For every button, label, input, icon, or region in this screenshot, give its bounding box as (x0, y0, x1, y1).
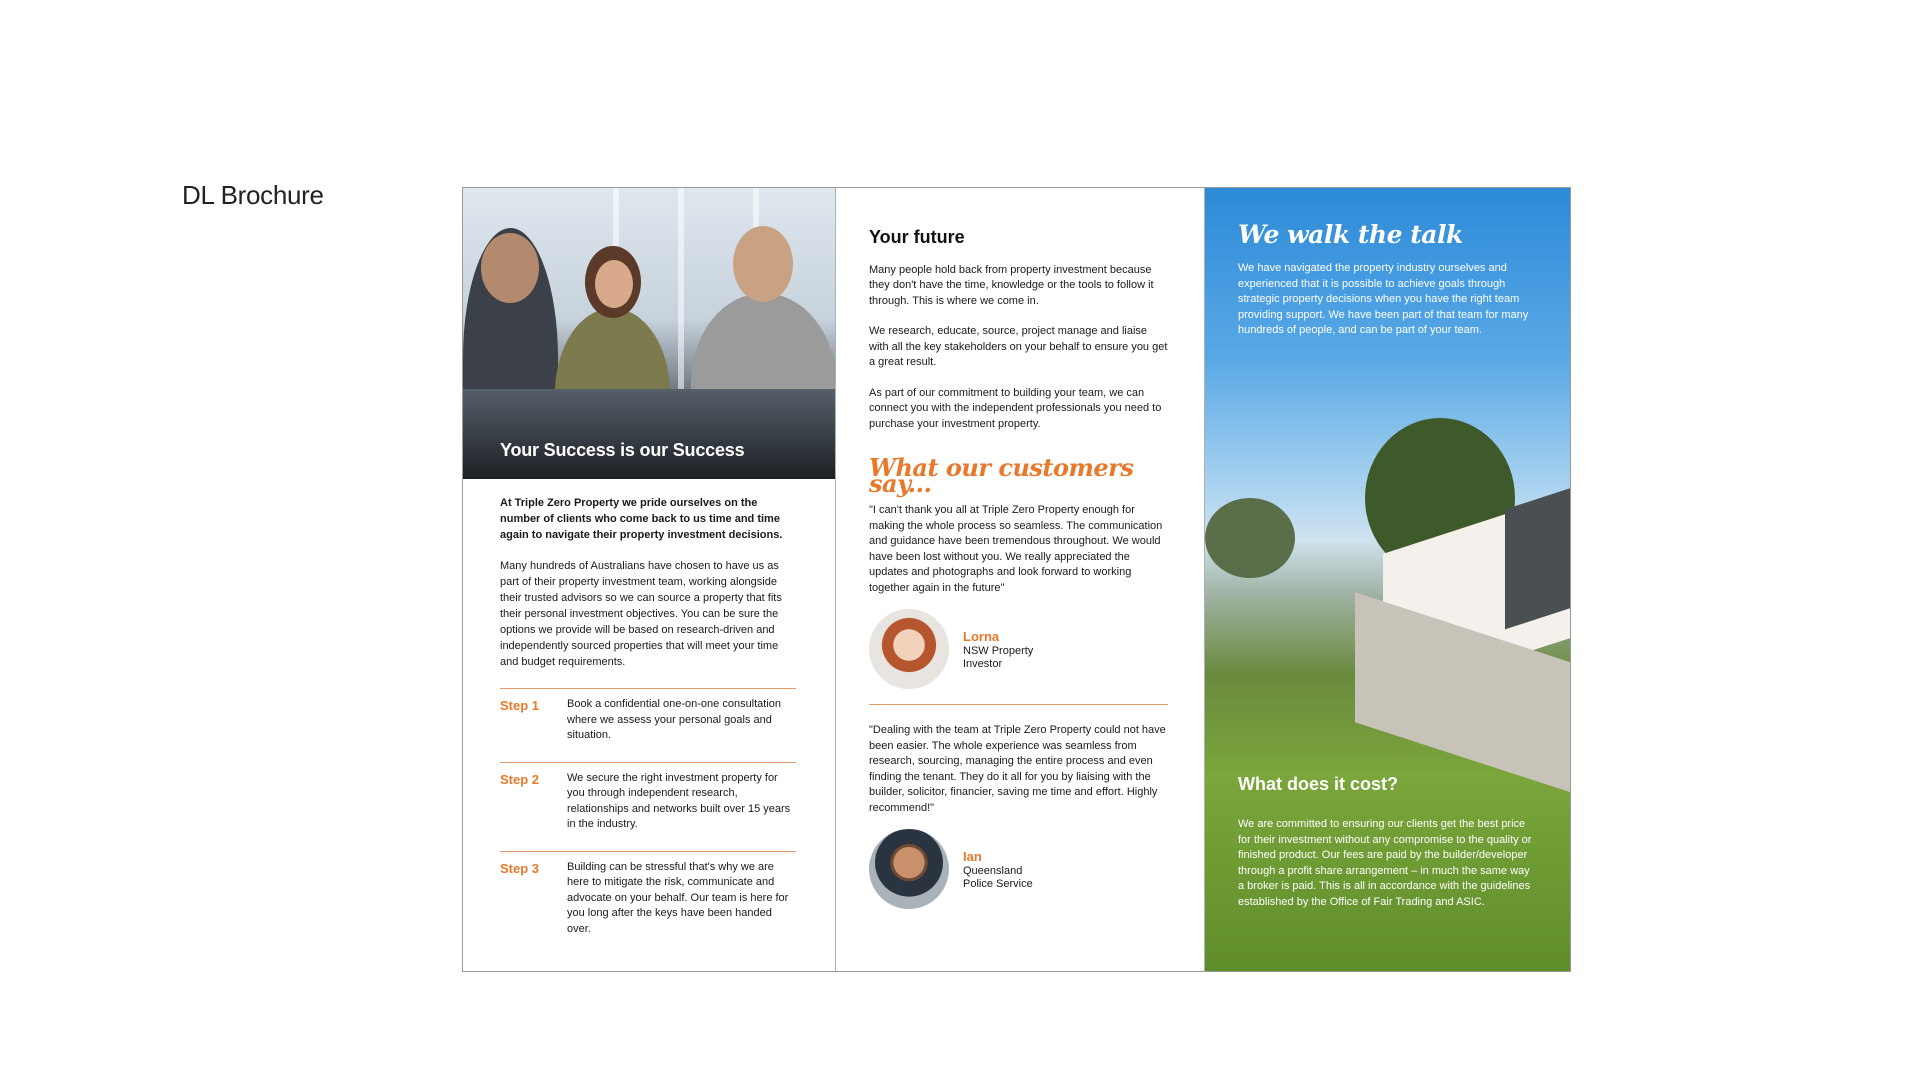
step-text: Building can be stressful that's why we are here to mitigate the risk, communicate and advocate on your behalf. Our team is here for you long after the keys have been handed over. (567, 860, 789, 935)
testimonial-quote: "Dealing with the team at Triple Zero Property could not have been easier. The whole experience was seamless from research, sourcing, managing the entire process and even finding the tenant. They do it all for you by liaising with the builder, solicitor, financier, saving me time and effort. Highly recommend!" (869, 724, 1166, 814)
testimonial-quote: "I can't thank you all at Triple Zero Property enough for making the whole process so seamless. The communication and guidance have been tremendous throughout. We would have been lost without you. We really appreciated the updates and photographs and look forward to working together again in the future" (869, 504, 1163, 594)
walk-the-talk-title: We walk the talk (1238, 220, 1463, 249)
author-role: Investor (963, 657, 1003, 670)
step-label: Step 1 (500, 698, 540, 713)
future-paragraph: Many people hold back from property investment because they don't have the time, knowledge or the tools to follow it through. This is where we come in. (869, 263, 1154, 307)
step-label: Step 3 (500, 860, 540, 876)
glass-table (463, 389, 835, 479)
author-name: Lorna (963, 628, 1000, 644)
step-text: We secure the right investment property for you through independent research, relationships and networks built over 15 years in the industry. (567, 771, 791, 830)
author-role: Queensland (963, 864, 1023, 877)
meeting-photo (463, 188, 835, 479)
cost-title: What does it cost? (1238, 774, 1399, 794)
author-name: Ian (963, 848, 982, 864)
man-head (733, 226, 793, 302)
brochure-panel-middle (836, 188, 1205, 971)
cost-paragraph: We are committed to ensuring our clients get the best price for their investment without any compromise to the quality or finished product. Our fees are paid by the builder/developer through a profit share arrangement – in much the same way a broker is paid. This is all in accordance with the guidelines established by the Office of Fair Trading and ASIC. (1238, 818, 1532, 908)
brochure-panel-right (1205, 188, 1570, 971)
avatar (869, 609, 949, 689)
step-3 (500, 851, 796, 956)
window-frame (678, 188, 684, 389)
avatar (869, 829, 949, 909)
house-window (1505, 487, 1570, 630)
divider (869, 704, 1168, 705)
left-body (463, 479, 835, 955)
woman-face (595, 260, 633, 308)
step-label: Step 2 (500, 771, 540, 787)
walk-the-talk-paragraph: We have navigated the property industry ourselves and experienced that it is possible to achieve goals through strategic property decisions when you have the right team providing support. We have been part of that team for many hundreds of people, and can be part of your team. (1238, 262, 1529, 336)
your-future-title: Your future (869, 227, 965, 247)
step-2 (500, 762, 796, 851)
intro-lead: At Triple Zero Property we pride ourselves on the number of clients who come back to us time and time again to navigate their property investment decisions. (500, 497, 783, 541)
future-paragraph: As part of our commitment to building your team, we can connect you with the independent professionals you need to purchase your investment property. (869, 386, 1162, 430)
step-text: Book a confidential one-on-one consultation where we assess your personal goals and situation. (567, 698, 782, 741)
page-label: DL Brochure (182, 180, 324, 210)
author-role: Police Service (963, 877, 1033, 890)
testimonials-title: What our customers say... (869, 453, 1134, 498)
cost-section (1238, 774, 1534, 910)
man-back-head (481, 233, 539, 303)
intro-paragraph: Many hundreds of Australians have chosen to have us as part of their property investment team, working alongside their trusted advisors so we can source a property that fits their personal investment objectives. You can be sure the options we provide will be based on research-driven and independently sourced properties that will meet your time and budget requirements. (500, 560, 782, 668)
testimonial-author (869, 609, 1168, 704)
testimonial-author (869, 829, 1168, 924)
brochure-panel-left (463, 188, 836, 971)
future-paragraph: We research, educate, source, project manage and liaise with all the key stakeholders on your behalf to ensure you get a great result. (869, 325, 1168, 368)
hero-title: Your Success is our Success (500, 440, 745, 460)
walk-the-talk-section (1238, 220, 1534, 339)
hill (1205, 498, 1295, 578)
step-1 (500, 688, 796, 762)
dl-brochure (462, 187, 1571, 972)
author-role: NSW Property (963, 644, 1034, 657)
